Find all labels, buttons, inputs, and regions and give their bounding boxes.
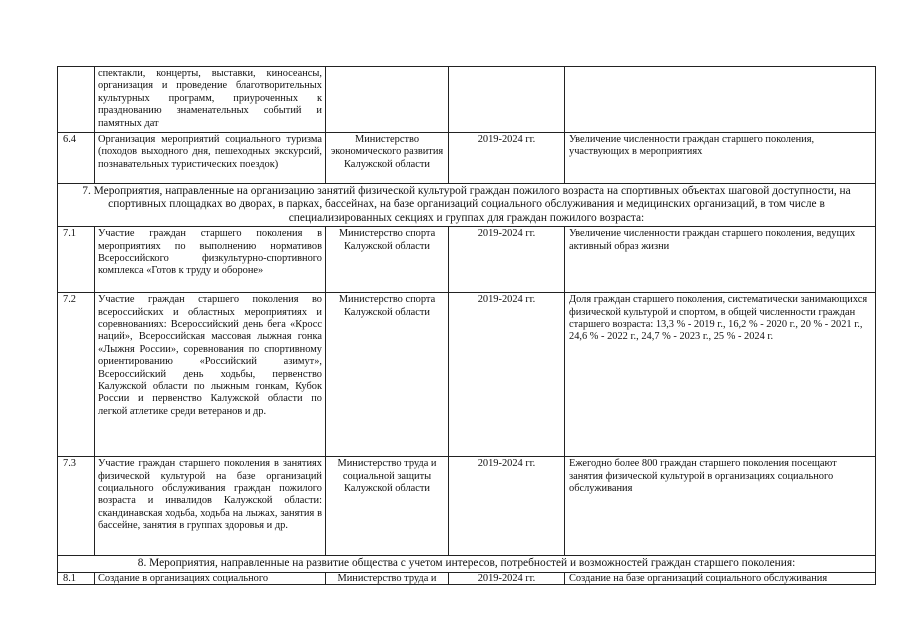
responsible-body: Министерство спорта Калужской области [326, 227, 449, 293]
period: 2019-2024 гг. [449, 572, 565, 584]
measures-table-page [57, 66, 875, 585]
row-number: 7.3 [58, 457, 95, 556]
measure-description: Участие граждан старшего поколения в занятиях физической культурой на базе организаций социального обслуживания граждан пожилого возраста и инвалидов Калужской области: скандинавская ходьба, ходьба на лыжах, занятия в бассейне, занятия в группах здоровья и др. [95, 457, 326, 556]
responsible-body: Министерство спорта Калужской области [326, 293, 449, 457]
expected-result: Увеличение численности граждан старшего поколения, участвующих в мероприятиях [565, 133, 876, 184]
expected-result: Ежегодно более 800 граждан старшего поколения посещают занятия физической культурой в организациях социального обслуживания [565, 457, 876, 556]
period: 2019-2024 гг. [449, 293, 565, 457]
table-row [58, 227, 876, 293]
section-heading-row [58, 556, 876, 572]
responsible-body [326, 67, 449, 133]
row-number: 8.1 [58, 572, 95, 584]
measure-description: Участие граждан старшего поколения во всероссийских и областных мероприятиях и соревнованиях: Всероссийский день бега «Кросс наций», Всероссийская массовая лыжная гонка «Лыжня России», соревнования по спортивному ориентированию «Российский азимут», Всероссийский день ходьбы, первенство Калужской области по лыжным гонкам, Кубок России и первенство Калужской области по легкой атлетике среди ветеранов и др. [95, 293, 326, 457]
expected-result: Доля граждан старшего поколения, систематически занимающихся физической культурой и спортом, в общей численности граждан старшего возраста: 13,3 % - 2019 г., 16,2 % - 2020 г., 20 % - 2021 г., 24,6 % - 2022 г., 24,7 % - 2023 г., 25 % - 2024 г. [565, 293, 876, 457]
section-heading-row [58, 184, 876, 227]
section-7-heading: 7. Мероприятия, направленные на организацию занятий физической культурой граждан пожилого возраста на спортивных объектах шаговой доступности, на спортивных площадках во дворах, в парках, бассейнах, на базе организаций социального обслуживания и медицинских организаций, в том числе в специализированных секциях и группах для граждан пожилого возраста: [58, 184, 876, 227]
table-row [58, 67, 876, 133]
period: 2019-2024 гг. [449, 457, 565, 556]
row-number: 7.2 [58, 293, 95, 457]
measure-description: Организация мероприятий социального туризма (походов выходного дня, пешеходных экскурсий, познавательных туристических поездок) [95, 133, 326, 184]
row-number: 7.1 [58, 227, 95, 293]
table-row [58, 293, 876, 457]
responsible-body: Министерство труда и [326, 572, 449, 584]
expected-result [565, 67, 876, 133]
table-row [58, 572, 876, 584]
measure-description: спектакли, концерты, выставки, киносеансы, организация и проведение благотворительных культурных программ, приуроченных к празднованию знаменательных событий и памятных дат [95, 67, 326, 133]
measures-table [57, 66, 876, 585]
period: 2019-2024 гг. [449, 133, 565, 184]
measure-description: Создание в организациях социального [95, 572, 326, 584]
expected-result: Создание на базе организаций социального обслуживания [565, 572, 876, 584]
responsible-body: Министерство экономического развития Калужской области [326, 133, 449, 184]
table-row [58, 133, 876, 184]
section-8-heading: 8. Мероприятия, направленные на развитие общества с учетом интересов, потребностей и возможностей граждан старшего поколения: [58, 556, 876, 572]
period: 2019-2024 гг. [449, 227, 565, 293]
table-row [58, 457, 876, 556]
measure-description: Участие граждан старшего поколения в мероприятиях по выполнению нормативов Всероссийского физкультурно-спортивного комплекса «Готов к труду и обороне» [95, 227, 326, 293]
responsible-body: Министерство труда и социальной защиты Калужской области [326, 457, 449, 556]
expected-result: Увеличение численности граждан старшего поколения, ведущих активный образ жизни [565, 227, 876, 293]
row-number [58, 67, 95, 133]
period [449, 67, 565, 133]
row-number: 6.4 [58, 133, 95, 184]
